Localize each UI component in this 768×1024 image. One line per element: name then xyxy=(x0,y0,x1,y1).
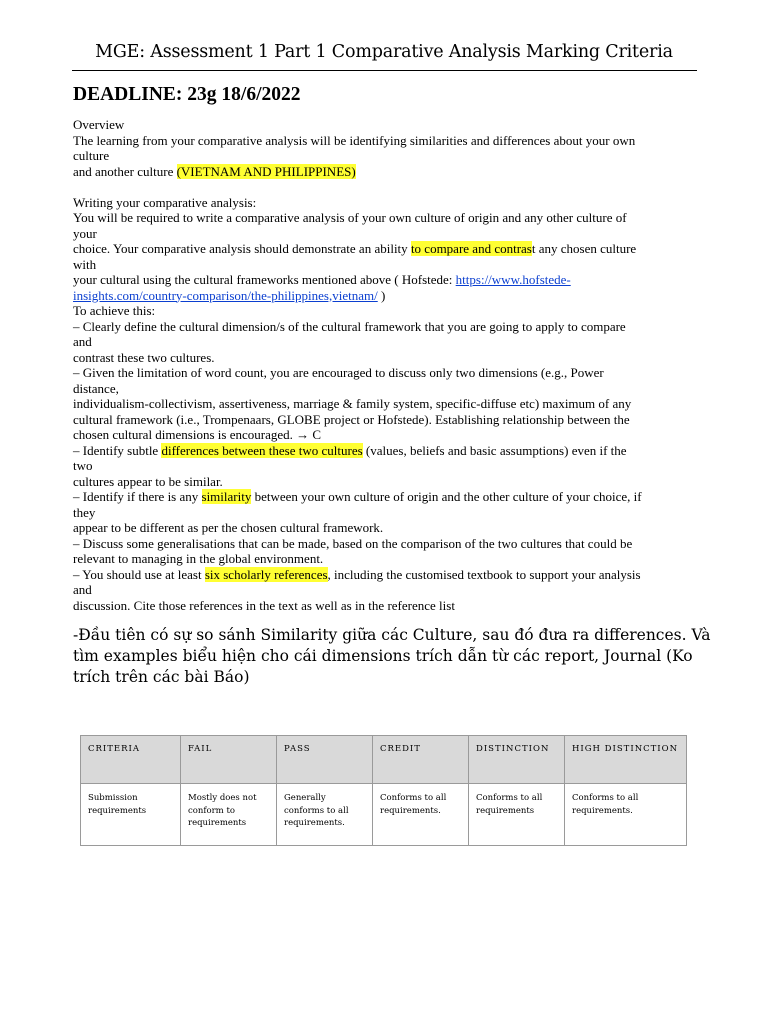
vietnamese-note xyxy=(73,625,711,688)
hofstede-link[interactable]: https://www.hofstede- xyxy=(455,272,571,287)
header-credit: CREDIT xyxy=(373,736,469,784)
highlighted-text: to compare and contras xyxy=(410,241,532,256)
header-high-distinction: HIGH DISTINCTION xyxy=(565,736,687,784)
body-line: You will be required to write a comparative analysis of your own culture of origin and any other culture of xyxy=(73,210,627,225)
table-header-row xyxy=(81,736,687,784)
highlighted-text: similarity xyxy=(201,489,252,504)
body-line: insights.com/country-comparison/the-philippines,vietnam/ ) xyxy=(73,287,386,303)
body-line: chosen cultural dimensions is encouraged. → C xyxy=(73,427,322,442)
body-line: To achieve this: xyxy=(73,303,156,318)
header-distinction: DISTINCTION xyxy=(469,736,565,784)
highlighted-text: (VIETNAM AND PHILIPPINES) xyxy=(176,163,356,179)
body-line: culture xyxy=(73,148,110,163)
highlighted-text: six scholarly references xyxy=(204,566,328,582)
body-line: The learning from your comparative analysis will be identifying similarities and differences about your own xyxy=(73,132,636,148)
body-line: relevant to managing in the global environment. xyxy=(73,551,324,566)
hofstede-link-cont[interactable]: insights.com/country-comparison/the-philippines,vietnam/ xyxy=(73,287,378,303)
body-line: contrast these two cultures. xyxy=(73,349,215,365)
note-line: tìm examples biểu hiện cho cái dimensions trích dẫn từ các report, Journal (Ko xyxy=(73,647,693,665)
body-line: and another culture (VIETNAM AND PHILIPPINES) xyxy=(73,163,356,179)
body-line: distance, xyxy=(73,380,119,396)
marking-criteria-table xyxy=(80,735,687,846)
instructions-body xyxy=(73,117,695,613)
document-title: MGE: Assessment 1 Part 1 Comparative Analysis Marking Criteria xyxy=(95,42,673,62)
header-pass: PASS xyxy=(277,736,373,784)
cell-criteria: Submission requirements xyxy=(81,784,181,846)
section-heading: Writing your comparative analysis: xyxy=(73,194,257,210)
body-line: – Identify subtle differences between these two cultures (values, beliefs and basic assumptions) even if the xyxy=(73,442,627,458)
cell-fail: Mostly does not conform to requirements xyxy=(181,784,277,846)
body-line: individualism-collectivism, assertiveness, marriage & family system, specific-diffuse etc) maximum of any xyxy=(73,396,632,411)
body-line: cultural framework (i.e., Trompenaars, GLOBE project or Hofstede). Establishing relationship between the xyxy=(73,411,630,427)
note-line: -Đầu tiên có sự so sánh Similarity giữa các Culture, sau đó đưa ra differences. Và xyxy=(73,626,711,644)
highlighted-text: differences between these two cultures xyxy=(161,442,363,458)
title-underline xyxy=(72,70,697,71)
note-line: trích trên các bài Báo) xyxy=(73,668,250,686)
body-line: and xyxy=(73,582,92,597)
overview-heading: Overview xyxy=(73,117,125,132)
body-line: appear to be different as per the chosen cultural framework. xyxy=(73,520,384,535)
body-line: cultures appear to be similar. xyxy=(73,473,223,489)
body-line: and xyxy=(73,334,92,349)
body-line: your xyxy=(73,225,97,241)
body-line: – Discuss some generalisations that can be made, based on the comparison of the two cultures that could be xyxy=(73,535,633,551)
body-line: – Clearly define the cultural dimension/s of the cultural framework that you are going to apply to compare xyxy=(73,318,626,334)
cell-pass: Generally conforms to all requirements. xyxy=(277,784,373,846)
cell-distinction: Conforms to all requirements xyxy=(469,784,565,846)
body-line: – Given the limitation of word count, you are encouraged to discuss only two dimensions (e.g., Power xyxy=(73,365,604,380)
header-fail: FAIL xyxy=(181,736,277,784)
body-line: – You should use at least six scholarly references, including the customised textbook to support your analysis xyxy=(73,566,641,582)
body-line: two xyxy=(73,458,93,473)
cell-high-distinction: Conforms to all requirements. xyxy=(565,784,687,846)
body-line: choice. Your comparative analysis should demonstrate an ability to compare and contrast any chosen culture xyxy=(73,241,637,256)
deadline-heading: DEADLINE: 23g 18/6/2022 xyxy=(73,84,301,105)
body-line: your cultural using the cultural frameworks mentioned above ( Hofstede: https://www.hofstede- xyxy=(73,272,571,287)
cell-credit: Conforms to all requirements. xyxy=(373,784,469,846)
body-line: they xyxy=(73,504,96,520)
table-row xyxy=(81,784,687,846)
header-criteria: CRITERIA xyxy=(81,736,181,784)
body-line: with xyxy=(73,256,97,272)
body-line: – Identify if there is any similarity between your own culture of origin and the other culture of your choice, if xyxy=(73,489,642,504)
body-line: discussion. Cite those references in the text as well as in the reference list xyxy=(73,597,455,613)
